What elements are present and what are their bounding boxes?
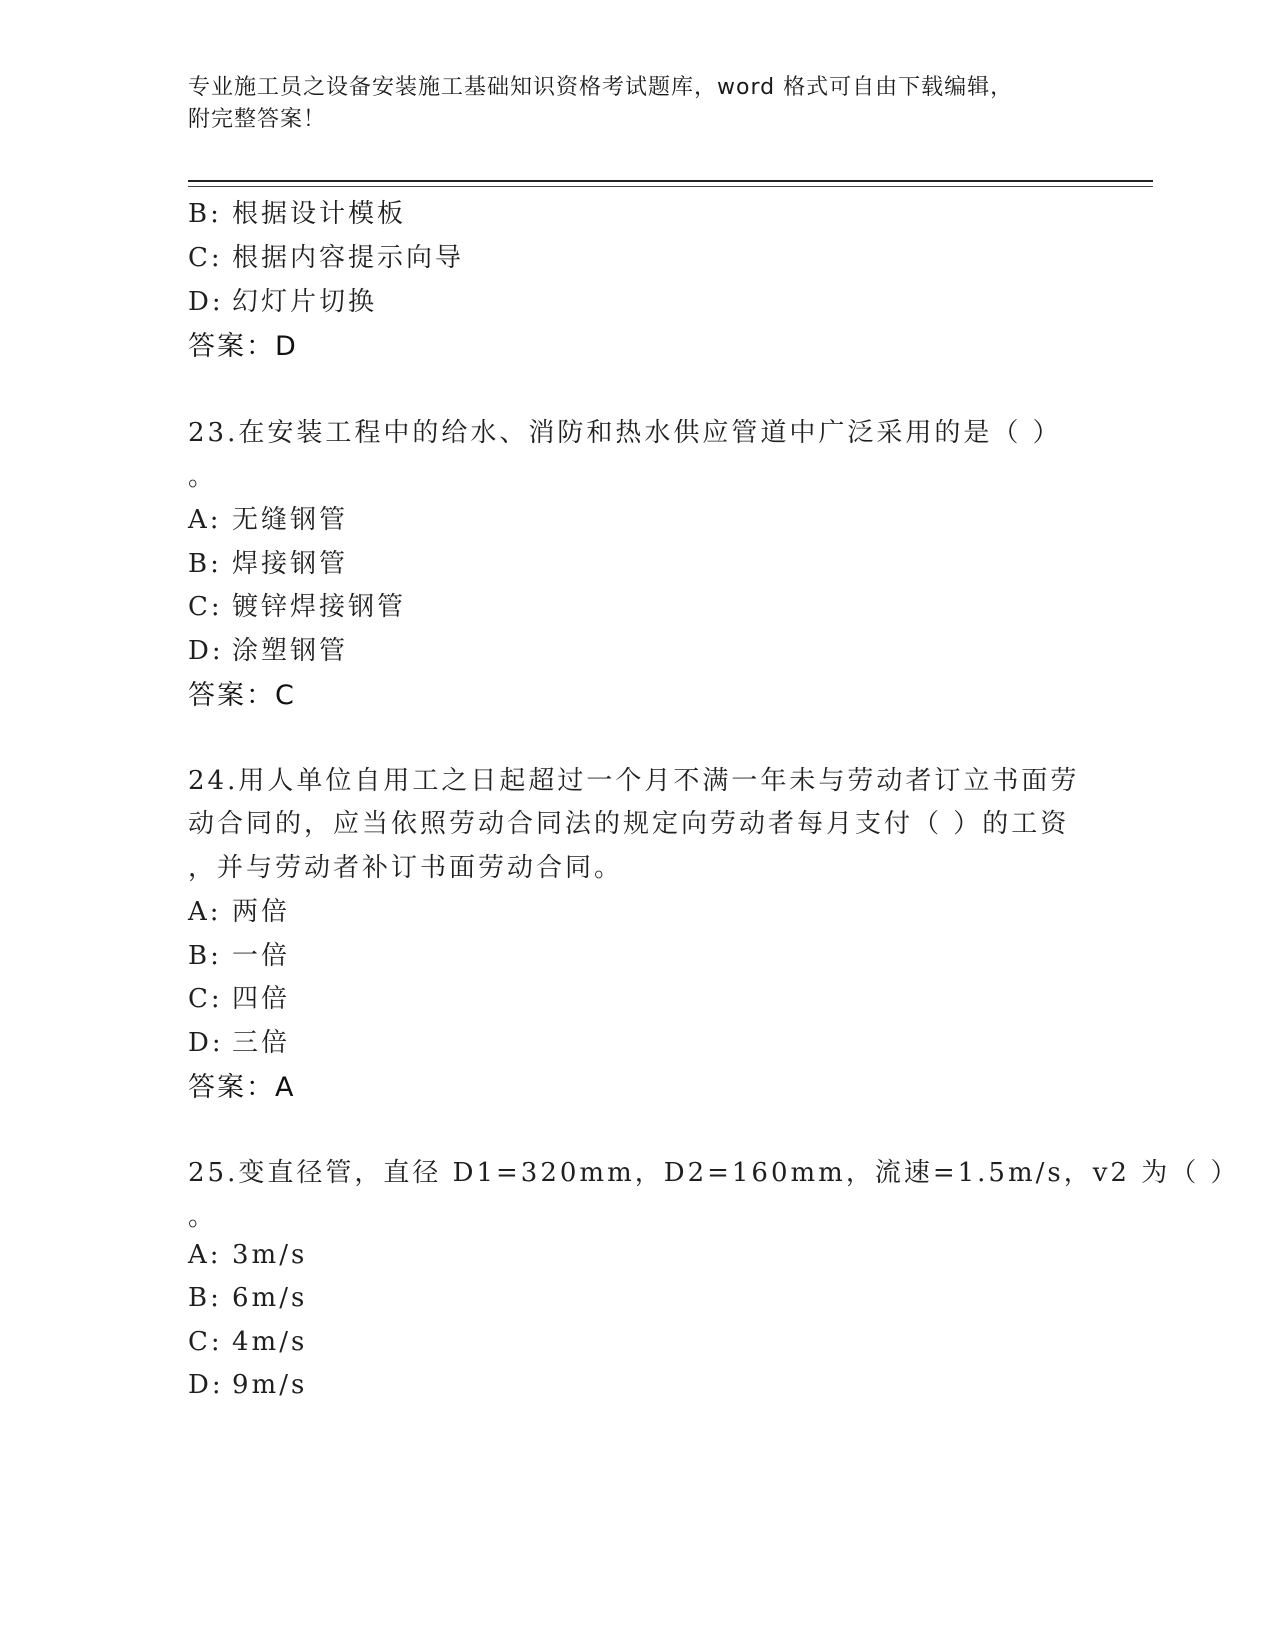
option-text: 根据内容提示向导: [232, 243, 465, 273]
header-line-1: 专业施工员之设备安装施工基础知识资格考试题库，word 格式可自由下载编辑，: [188, 75, 1014, 100]
q22-option-b: [188, 193, 406, 230]
option-label: C:: [188, 243, 223, 273]
option-text: 4m/s: [232, 1327, 308, 1357]
option-text: 幻灯片切换: [232, 287, 378, 317]
q25-option-b: [188, 1283, 307, 1313]
q24-stem-line-1: 24.用人单位自用工之日起超过一个月不满一年未与劳动者订立书面劳: [188, 766, 1080, 796]
option-label: D:: [188, 1028, 224, 1058]
q24-answer: 答案：A: [188, 1072, 296, 1103]
header-divider-thin: [188, 186, 1153, 187]
option-label: B:: [188, 549, 222, 579]
q23-option-c: [188, 586, 406, 623]
option-label: C:: [188, 1327, 223, 1357]
q23-answer: 答案：C: [188, 680, 296, 711]
option-text: 6m/s: [232, 1283, 308, 1313]
option-text: 三倍: [232, 1028, 291, 1058]
option-text: 涂塑钢管: [232, 636, 349, 666]
q23-option-b: [188, 543, 348, 580]
option-label: A:: [188, 1240, 222, 1270]
option-label: D:: [188, 636, 224, 666]
q25-option-a: [188, 1240, 307, 1270]
option-text: 两倍: [232, 897, 291, 927]
q22-option-d: [188, 281, 377, 318]
option-label: B:: [188, 1283, 222, 1313]
option-text: 四倍: [232, 984, 291, 1014]
q24-stem-line-3: ，并与劳动者补订书面劳动合同。: [188, 853, 624, 883]
header-line-2: 附完整答案！: [188, 107, 327, 132]
option-label: C:: [188, 984, 223, 1014]
q23-stem-line-2: 。: [188, 462, 218, 492]
q22-option-c: [188, 237, 464, 274]
q24-option-d: [188, 1022, 290, 1059]
q24-option-b: [188, 935, 290, 972]
q23-stem-line-1: 23.在安装工程中的给水、消防和热水供应管道中广泛采用的是（ ）: [188, 418, 1062, 448]
q23-option-d: [188, 630, 348, 667]
option-text: 9m/s: [232, 1370, 308, 1400]
document-header: [188, 72, 1068, 136]
q23-option-a: [188, 499, 348, 536]
option-text: 镀锌焊接钢管: [232, 592, 407, 622]
option-label: D:: [188, 1370, 224, 1400]
q24-option-c: [188, 978, 290, 1015]
option-label: A:: [188, 505, 222, 535]
option-text: 根据设计模板: [232, 199, 407, 229]
q25-stem-line-2: 。: [188, 1202, 218, 1232]
q25-option-c: [188, 1327, 307, 1357]
option-text: 一倍: [232, 941, 291, 971]
option-text: 3m/s: [232, 1240, 308, 1270]
q24-option-a: [188, 891, 290, 928]
option-label: D:: [188, 287, 224, 317]
option-label: C:: [188, 592, 223, 622]
option-label: B:: [188, 199, 222, 229]
option-text: 焊接钢管: [232, 549, 349, 579]
q22-answer: 答案：D: [188, 331, 298, 362]
option-label: A:: [188, 897, 222, 927]
q25-stem-line-1: 25.变直径管，直径 D1=320mm，D2=160mm，流速=1.5m/s，v2 为（ ）: [188, 1158, 1240, 1188]
q24-stem-line-2: 动合同的，应当依照劳动合同法的规定向劳动者每月支付（ ）的工资: [188, 809, 1070, 839]
option-text: 无缝钢管: [232, 505, 349, 535]
option-label: B:: [188, 941, 222, 971]
q25-option-d: [188, 1370, 307, 1400]
header-divider-thick: [188, 180, 1153, 182]
